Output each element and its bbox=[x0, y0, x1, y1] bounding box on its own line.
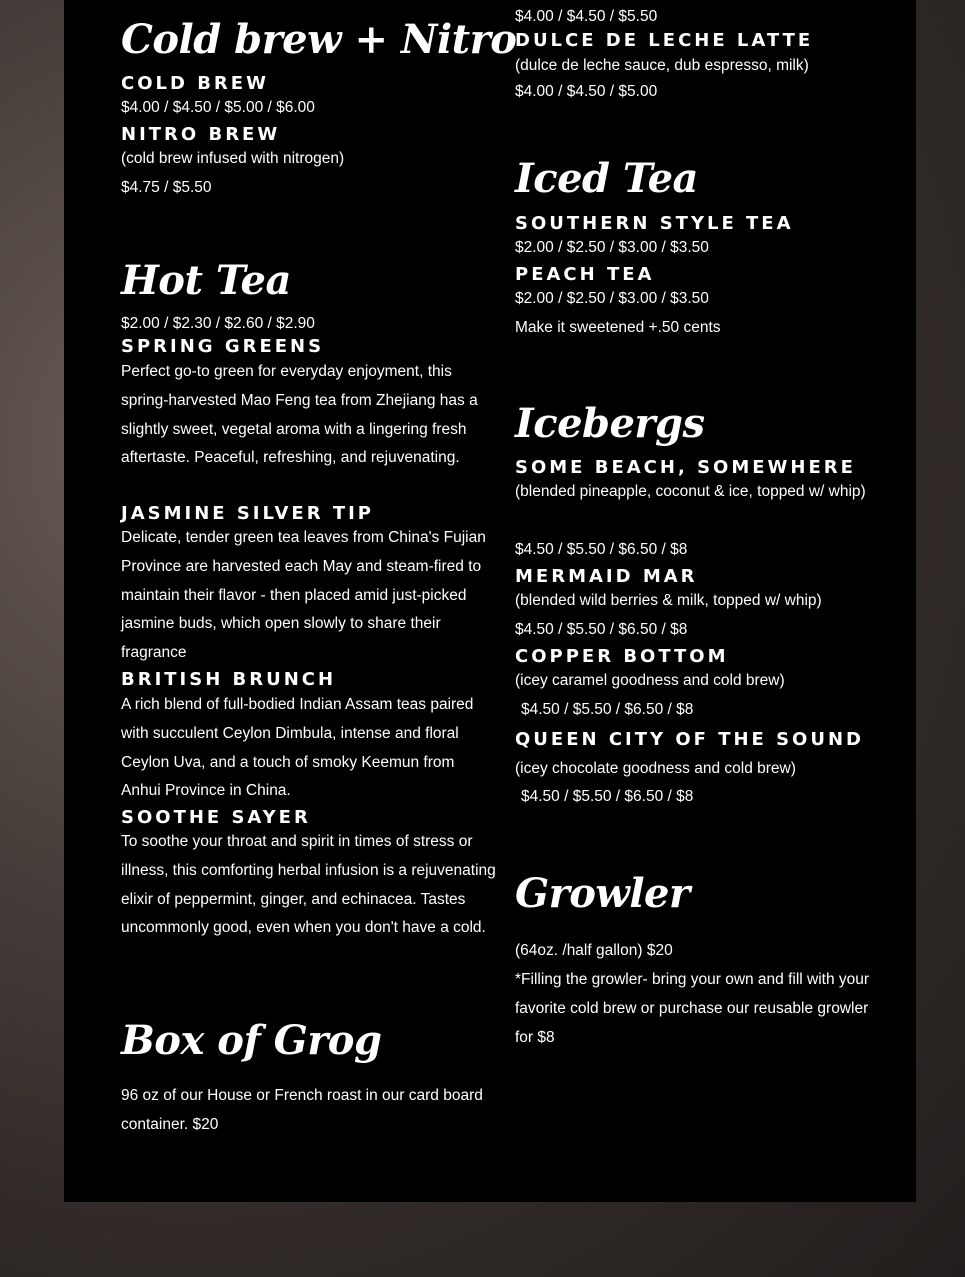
jasmine-silver-tip-desc: Delicate, tender green tea leaves from China's Fujian Province are harvested each May and steam-fired to maintain their flavor - then placed amid just-picked jasmine buds, which open slowly to share their fragrance bbox=[121, 529, 486, 662]
cold-brew-name: COLD BREW bbox=[121, 73, 269, 94]
some-beach-desc: (blended pineapple, coconut & ice, topped w/ whip) bbox=[515, 483, 866, 500]
hot-tea-price: $2.00 / $2.30 / $2.60 / $2.90 bbox=[121, 315, 315, 332]
cold-brew-heading: Cold brew + Nitro bbox=[121, 16, 517, 63]
prev-item-price: $4.00 / $4.50 / $5.50 bbox=[515, 8, 658, 25]
mermaid-mar-desc: (blended wild berries & milk, topped w/ whip) bbox=[515, 592, 822, 609]
british-brunch-name: BRITISH BRUNCH bbox=[121, 669, 337, 690]
menu-panel bbox=[64, 0, 916, 1202]
soothe-sayer-desc: To soothe your throat and spirit in times of stress or illness, this comforting herbal infusion is a rejuvenating elixir of peppermint, ginger, and echinacea. Tastes uncommonly good, even when you don't have a cold. bbox=[121, 833, 496, 937]
soothe-sayer-name: SOOTHE SAYER bbox=[121, 807, 311, 828]
some-beach-name: SOME BEACH, SOMEWHERE bbox=[515, 457, 856, 478]
spring-greens-name: SPRING GREENS bbox=[121, 336, 325, 357]
copper-bottom-desc: (icey caramel goodness and cold brew) bbox=[515, 672, 785, 689]
queen-city-desc: (icey chocolate goodness and cold brew) bbox=[515, 760, 796, 777]
cold-brew-price: $4.00 / $4.50 / $5.00 / $6.00 bbox=[121, 99, 315, 116]
box-of-grog-desc: 96 oz of our House or French roast in our card board container. $20 bbox=[121, 1087, 483, 1133]
mermaid-mar-name: MERMAID MAR bbox=[515, 566, 698, 587]
nitro-brew-price: $4.75 / $5.50 bbox=[121, 179, 212, 196]
iced-tea-note: Make it sweetened +.50 cents bbox=[515, 319, 721, 336]
british-brunch-desc: A rich blend of full-bodied Indian Assam teas paired with succulent Ceylon Dimbula, intense and floral Ceylon Uva, and a touch of smoky Keemun from Anhui Province in China. bbox=[121, 696, 474, 800]
nitro-brew-name: NITRO BREW bbox=[121, 124, 281, 145]
growler-heading: Growler bbox=[515, 870, 690, 917]
nitro-brew-desc: (cold brew infused with nitrogen) bbox=[121, 150, 345, 167]
dulce-de-leche-price: $4.00 / $4.50 / $5.00 bbox=[515, 83, 658, 100]
southern-style-tea-price: $2.00 / $2.50 / $3.00 / $3.50 bbox=[515, 239, 709, 256]
copper-bottom-name: COPPER BOTTOM bbox=[515, 646, 729, 667]
queen-city-name: QUEEN CITY OF THE SOUND bbox=[515, 729, 864, 750]
peach-tea-price: $2.00 / $2.50 / $3.00 / $3.50 bbox=[515, 290, 709, 307]
icebergs-heading: Icebergs bbox=[515, 400, 705, 447]
queen-city-price: $4.50 / $5.50 / $6.50 / $8 bbox=[521, 788, 694, 805]
jasmine-silver-tip-name: JASMINE SILVER TIP bbox=[121, 503, 375, 524]
hot-tea-heading: Hot Tea bbox=[121, 257, 291, 304]
copper-bottom-price: $4.50 / $5.50 / $6.50 / $8 bbox=[521, 701, 694, 718]
box-of-grog-heading: Box of Grog bbox=[121, 1017, 382, 1064]
growler-desc: *Filling the growler- bring your own and fill with your favorite cold brew or purchase our reusable growler for $8 bbox=[515, 971, 870, 1046]
dulce-de-leche-desc: (dulce de leche sauce, dub espresso, milk) bbox=[515, 57, 809, 74]
southern-style-tea-name: SOUTHERN STYLE TEA bbox=[515, 213, 794, 234]
peach-tea-name: PEACH TEA bbox=[515, 264, 655, 285]
some-beach-price: $4.50 / $5.50 / $6.50 / $8 bbox=[515, 541, 688, 558]
spring-greens-desc: Perfect go-to green for everyday enjoyment, this spring-harvested Mao Feng tea from Zhejiang has a slightly sweet, vegetal aroma with a lingering fresh aftertaste. Peaceful, refreshing, and rejuvenating. bbox=[121, 363, 478, 467]
dulce-de-leche-name: DULCE DE LECHE LATTE bbox=[515, 30, 814, 51]
iced-tea-heading: Iced Tea bbox=[515, 155, 698, 202]
growler-size-price: (64oz. /half gallon) $20 bbox=[515, 942, 673, 959]
mermaid-mar-price: $4.50 / $5.50 / $6.50 / $8 bbox=[515, 621, 688, 638]
